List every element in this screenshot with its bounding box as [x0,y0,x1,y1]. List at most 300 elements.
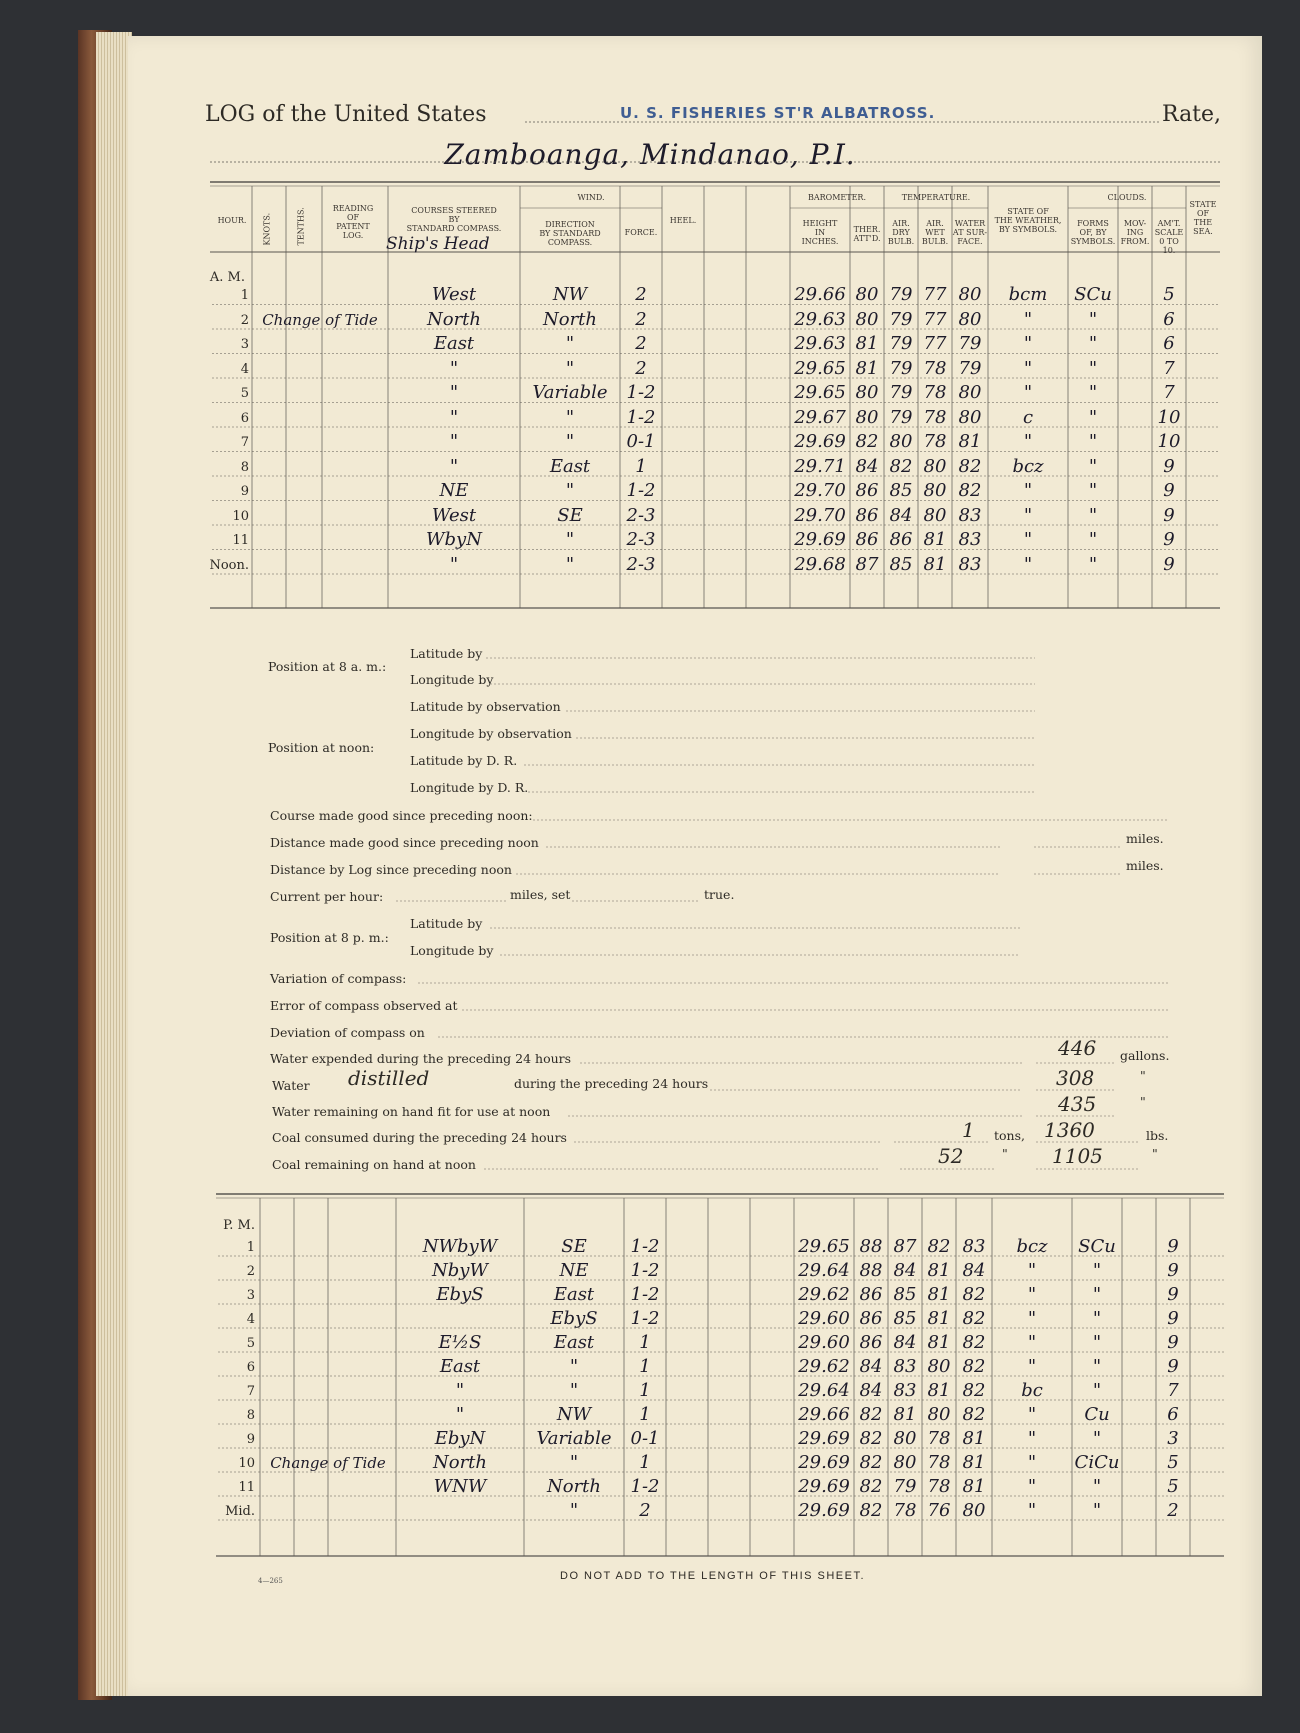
ther-cell: 88 [859,1236,883,1257]
am-label: A. M. [209,270,245,285]
col-courses [388,206,520,233]
ditto-mark-4: " [1152,1146,1158,1161]
dry-bulb-cell: 86 [889,529,913,550]
hour-label: 4 [246,1312,255,1327]
barometer-cell: 29.68 [794,553,846,575]
cloud-forms-cell: " [1092,1284,1102,1305]
course-cell: " [449,553,459,575]
col-cloud-moving [1118,219,1152,246]
wet-bulb-cell: 81 [927,1332,951,1353]
col-wet-line: WET [925,228,945,237]
ther-cell: 84 [859,1356,883,1377]
current-label: Current per hour: [270,889,384,904]
col-courses-line: BY [448,215,460,224]
water-temp-cell: 82 [962,1284,986,1305]
col-weather-line: THE WEATHER, [994,216,1062,225]
ther-cell: 86 [859,1332,883,1353]
coal-remaining-lbs: 1105 [1052,1144,1103,1168]
cloud-forms-cell: " [1088,504,1098,526]
course-cell: " [455,1380,465,1401]
course-cell: East [439,1356,481,1377]
cloud-forms-cell: " [1088,406,1098,428]
dry-bulb-cell: 80 [893,1452,917,1473]
col-patent-log [322,204,384,240]
coal-consumed-lbs: 1360 [1044,1118,1095,1142]
barometer-cell: 29.70 [794,504,846,526]
col-cloud-moving-line: ING [1126,228,1144,237]
ther-cell: 87 [855,553,879,575]
col-height [790,219,850,246]
col-sea-line: OF [1196,209,1210,218]
course-cell: " [455,1404,465,1425]
dry-bulb-cell: 85 [889,553,913,575]
wind-direction-cell: SE [557,504,583,526]
dry-bulb-cell: 84 [893,1260,917,1281]
hour-label: 11 [238,1480,255,1495]
wind-direction-cell: East [549,455,591,477]
col-tenths: TENTHS. [296,207,306,246]
col-sea-line: SEA. [1193,227,1213,236]
cloud-amount-cell: 7 [1163,357,1175,379]
barometer-cell: 29.67 [794,406,846,428]
dry-bulb-cell: 79 [889,284,913,305]
wind-force-cell: 0-1 [630,1428,660,1449]
hour-label: 4 [240,361,249,377]
dry-bulb-cell: 79 [889,382,913,403]
weather-cell: " [1027,1428,1037,1449]
cloud-amount-cell: 7 [1163,382,1175,403]
wind-force-cell: 2 [635,284,647,305]
longitude-dr-label: Longitude by D. R. [410,780,529,795]
weather-cell: " [1027,1332,1037,1353]
cloud-amount-cell: 9 [1167,1236,1179,1257]
ther-cell: 82 [859,1404,883,1425]
hour-label: 11 [232,533,249,548]
col-patent-log-line: LOG. [342,231,364,240]
water-temp-cell: 82 [962,1404,986,1425]
wet-bulb-cell: 81 [927,1260,951,1281]
col-heel: HEEL. [669,216,697,225]
latitude-by-pm-label: Latitude by [410,916,483,931]
wind-force-cell: 1 [639,1356,651,1377]
water-temp-cell: 80 [958,382,982,403]
wind-direction-cell: " [565,529,575,550]
water-expended-label: Water expended during the preceding 24 hours [270,1051,572,1066]
weather-cell: " [1023,357,1033,379]
barometer-cell: 29.69 [794,431,846,452]
ther-cell: 80 [855,406,879,428]
ther-cell: 86 [859,1308,883,1329]
cloud-amount-cell: 5 [1167,1476,1179,1497]
col-cloud-forms-line: FORMS [1077,219,1109,228]
longitude-by-label: Longitude by [410,672,494,687]
barometer-cell: 29.63 [794,333,846,354]
course-cell: North [432,1452,488,1473]
col-wind-direction-line: COMPASS. [547,238,593,247]
wind-direction-cell: EbyS [550,1308,598,1329]
col-knots: KNOTS. [262,212,272,246]
wet-bulb-cell: 78 [927,1452,951,1473]
cloud-forms-cell: " [1088,455,1098,477]
water-remaining-label: Water remaining on hand fit for use at noon [272,1104,551,1119]
col-temperature: TEMPERATURE. [901,193,971,202]
cloud-amount-cell: 10 [1157,406,1181,428]
miles-set-label: miles, set [510,887,571,902]
wind-direction-cell: " [565,357,575,379]
col-water-temp-line: WATER [954,219,986,228]
water-label: Water [272,1078,310,1093]
hour-label: 5 [246,1336,255,1351]
longitude-obs-label: Longitude by observation [410,726,572,741]
lbs-label: lbs. [1146,1128,1169,1143]
dry-bulb-cell: 79 [893,1476,917,1497]
cloud-forms-cell: " [1092,1260,1102,1281]
gallons-label: gallons. [1120,1048,1170,1063]
col-sea-line: THE [1193,218,1213,227]
wind-direction-cell: East [553,1332,595,1353]
course-cell: E½S [438,1332,482,1353]
ther-cell: 82 [855,431,879,452]
cloud-forms-cell: " [1092,1380,1102,1401]
cloud-forms-cell: " [1092,1308,1102,1329]
distance-log-label: Distance by Log since preceding noon [270,862,512,877]
wind-direction-cell: NW [556,1404,592,1425]
wet-bulb-cell: 80 [927,1404,951,1425]
col-ther-line: ATT'D. [853,234,881,243]
position-noon-label: Position at noon: [268,740,375,755]
wind-force-cell: 1-2 [630,1308,660,1329]
hour-label: 8 [240,459,249,475]
cloud-amount-cell: 9 [1167,1260,1179,1281]
dry-bulb-cell: 79 [889,333,913,354]
ther-cell: 86 [855,529,879,550]
coal-remaining-label: Coal remaining on hand at noon [272,1157,476,1172]
col-dry-line: AIR. [892,219,910,228]
wet-bulb-cell: 81 [927,1308,951,1329]
barometer-cell: 29.62 [798,1284,850,1305]
col-water-temp [952,219,988,246]
water-temp-cell: 83 [958,529,982,550]
wind-force-cell: 2-3 [626,504,656,526]
position-8pm-label: Position at 8 p. m.: [270,930,389,945]
col-force: FORCE. [624,228,658,237]
ther-cell: 81 [855,357,879,379]
water-temp-cell: 82 [958,455,982,477]
cloud-forms-cell: " [1092,1356,1102,1377]
ther-cell: 80 [855,308,879,330]
water-temp-cell: 83 [958,504,982,526]
water-temp-cell: 84 [962,1260,986,1281]
weather-cell: " [1027,1356,1037,1377]
pm-label: P. M. [223,1218,255,1233]
dry-bulb-cell: 81 [893,1404,917,1425]
coal-consumed-tons: 1 [962,1118,975,1142]
dry-bulb-cell: 78 [893,1500,917,1521]
course-cell: " [449,455,459,477]
ther-cell: 84 [855,455,879,477]
latitude-obs-label: Latitude by observation [410,699,561,714]
water-temp-cell: 81 [962,1428,986,1449]
wet-bulb-cell: 77 [923,308,947,330]
wet-bulb-cell: 82 [927,1236,951,1257]
cloud-amount-cell: 5 [1163,284,1175,305]
cloud-amount-cell: 9 [1163,504,1175,526]
col-wind-direction-line: BY STANDARD [539,229,601,238]
ther-cell: 86 [859,1284,883,1305]
water-temp-cell: 82 [962,1332,986,1353]
wind-direction-cell: North [542,308,598,330]
cloud-forms-cell: " [1088,529,1098,550]
dry-bulb-cell: 83 [893,1380,917,1401]
ther-cell: 81 [855,333,879,354]
hour-label: Mid. [225,1504,255,1519]
weather-cell: c [1022,406,1034,428]
hour-label: 3 [240,337,249,352]
wind-force-cell: 1-2 [630,1476,660,1497]
course-cell: West [431,504,477,526]
wind-force-cell: 2 [635,333,647,354]
cloud-amount-cell: 6 [1163,308,1175,330]
wet-bulb-cell: 80 [923,504,947,526]
wind-force-cell: 1 [639,1452,651,1473]
water-temp-cell: 82 [962,1356,986,1377]
col-cloud-moving-line: FROM. [1120,237,1150,246]
cloud-forms-cell: " [1092,1332,1102,1353]
col-wet-line: AIR. [926,219,944,228]
barometer-cell: 29.64 [798,1260,850,1281]
water-temp-cell: 82 [958,480,982,501]
dry-bulb-cell: 79 [889,357,913,379]
weather-cell: " [1027,1476,1037,1497]
dry-bulb-cell: 84 [889,504,913,526]
hour-label: 1 [240,288,249,303]
dry-bulb-cell: 79 [889,406,913,428]
wet-bulb-cell: 78 [923,357,947,379]
ther-cell: 86 [855,504,879,526]
wind-direction-cell: " [569,1452,579,1473]
course-made-label: Course made good since preceding noon: [270,808,533,823]
weather-cell: " [1027,1308,1037,1329]
deviation-label: Deviation of compass on [270,1025,425,1040]
col-clouds: CLOUDS. [1107,193,1147,202]
wet-bulb-cell: 77 [923,284,947,305]
cloud-forms-cell: SCu [1078,1236,1116,1257]
cloud-amount-cell: 9 [1163,529,1175,550]
col-cloud-amount [1152,219,1186,255]
weather-cell: " [1023,553,1033,575]
weather-cell: " [1023,382,1033,403]
barometer-cell: 29.70 [794,480,846,501]
wind-force-cell: 1 [639,1404,651,1425]
barometer-cell: 29.60 [798,1332,850,1353]
weather-cell: bcz [1016,1236,1048,1257]
water-temp-cell: 81 [958,431,982,452]
wind-direction-cell: " [569,1380,579,1401]
wind-force-cell: 1-2 [630,1260,660,1281]
wind-force-cell: 2 [639,1500,651,1521]
dry-bulb-cell: 85 [893,1308,917,1329]
course-cell: EbyN [434,1428,486,1449]
hour-label: 10 [232,508,249,524]
course-cell: NWbyW [422,1236,498,1257]
ther-cell: 80 [855,382,879,403]
weather-cell: " [1023,308,1033,330]
cloud-forms-cell: " [1088,431,1098,452]
water-temp-cell: 82 [962,1308,986,1329]
longitude-by-pm-label: Longitude by [410,943,494,958]
col-sea [1186,200,1220,236]
dry-bulb-cell: 85 [893,1284,917,1305]
wind-force-cell: 1-2 [626,406,656,428]
dry-bulb-cell: 83 [893,1356,917,1377]
barometer-cell: 29.66 [794,284,846,305]
course-cell: " [449,431,459,452]
ditto-mark-1: " [1140,1068,1146,1083]
col-dry-line: BULB. [887,237,915,246]
barometer-cell: 29.65 [798,1236,850,1257]
position-8am-label: Position at 8 a. m.: [268,659,387,674]
barometer-cell: 29.65 [794,382,846,403]
sheet-notice: DO NOT ADD TO THE LENGTH OF THIS SHEET. [560,1570,866,1582]
water-temp-cell: 79 [958,333,982,354]
wind-force-cell: 2-3 [626,529,656,550]
dry-bulb-cell: 80 [893,1428,917,1449]
col-patent-log-line: PATENT [336,222,370,231]
wind-force-cell: 2 [635,357,647,379]
wind-force-cell: 0-1 [626,431,656,452]
col-wind-direction [520,220,620,247]
barometer-cell: 29.60 [798,1308,850,1329]
cloud-amount-cell: 5 [1167,1452,1179,1473]
barometer-cell: 29.62 [798,1356,850,1377]
cloud-forms-cell: CiCu [1074,1452,1120,1473]
cloud-amount-cell: 9 [1163,455,1175,477]
cloud-amount-cell: 9 [1167,1356,1179,1377]
col-cloud-forms-line: SYMBOLS. [1070,237,1116,246]
col-cloud-forms-line: OF, BY [1079,228,1107,237]
cloud-forms-cell: " [1092,1428,1102,1449]
wet-bulb-cell: 81 [923,529,947,550]
wet-bulb-cell: 81 [927,1380,951,1401]
col-wet [918,219,952,246]
barometer-cell: 29.66 [798,1404,850,1425]
course-cell: " [449,382,459,403]
weather-cell: " [1027,1452,1037,1473]
wet-bulb-cell: 78 [927,1428,951,1449]
col-barometer: BAROMETER. [807,193,866,202]
cloud-forms-cell: " [1088,357,1098,379]
cloud-amount-cell: 6 [1167,1404,1179,1425]
barometer-cell: 29.69 [798,1476,850,1497]
weather-cell: " [1023,431,1033,452]
tons-label: tons, [994,1128,1025,1143]
coal-consumed-label: Coal consumed during the preceding 24 hours [272,1130,567,1145]
col-cloud-moving-line: MOV- [1123,219,1147,228]
wet-bulb-cell: 81 [923,553,947,575]
wet-bulb-cell: 80 [927,1356,951,1377]
wind-force-cell: 1 [639,1380,651,1401]
hour-label: 9 [246,1432,255,1447]
barometer-cell: 29.63 [794,308,846,330]
vessel-stamp: U. S. FISHERIES ST'R ALBATROSS. [620,104,936,122]
wet-bulb-cell: 80 [923,480,947,501]
cloud-amount-cell: 2 [1167,1500,1179,1521]
cloud-amount-cell: 9 [1167,1332,1179,1353]
col-weather-line: BY SYMBOLS. [998,225,1058,234]
weather-cell: " [1023,333,1033,354]
col-height-line: HEIGHT [802,219,838,228]
distance-made-label: Distance made good since preceding noon [270,835,539,850]
course-cell: East [433,333,475,354]
col-wind-direction-line: DIRECTION [545,220,595,229]
barometer-cell: 29.65 [794,357,846,379]
barometer-cell: 29.69 [794,529,846,550]
wind-direction-cell: Variable [532,382,608,403]
cloud-amount-cell: 9 [1163,553,1175,575]
weather-cell: bc [1021,1380,1043,1401]
col-wind: WIND. [577,193,605,202]
hour-label: 6 [246,1360,255,1375]
wind-direction-cell: " [565,553,575,575]
wind-direction-cell: " [569,1356,579,1377]
col-cloud-amount-line: 0 TO 10. [1159,237,1179,255]
course-cell: WNW [433,1476,487,1497]
col-water-temp-line: FACE. [957,237,983,246]
hour-label: 7 [246,1384,255,1399]
dry-bulb-cell: 84 [893,1332,917,1353]
cloud-forms-cell: " [1088,333,1098,354]
wind-force-cell: 1-2 [630,1236,660,1257]
ther-cell: 88 [859,1260,883,1281]
wet-bulb-cell: 78 [923,406,947,428]
wet-bulb-cell: 80 [923,455,947,477]
wind-direction-cell: Variable [536,1428,612,1449]
weather-cell: " [1027,1500,1037,1521]
form-number: 4—265 [258,1577,283,1585]
ther-cell: 84 [859,1380,883,1401]
wind-force-cell: 1 [635,455,647,477]
place-name: Zamboanga, Mindanao, P.I. [444,138,856,171]
water-temp-cell: 80 [962,1500,986,1521]
error-label: Error of compass observed at [270,998,458,1013]
course-cell: North [426,308,482,330]
dry-bulb-cell: 80 [889,431,913,452]
wind-direction-cell: " [569,1500,579,1521]
col-sea-line: STATE [1189,200,1217,209]
wind-force-cell: 2 [635,308,647,330]
wind-direction-cell: SE [561,1236,587,1257]
col-patent-log-line: READING [332,204,374,213]
barometer-cell: 29.69 [798,1500,850,1521]
wind-force-cell: 1-2 [626,480,656,501]
water-remaining-value: 435 [1058,1092,1097,1116]
hour-label: Noon. [209,557,249,573]
ditto-mark-2: " [1140,1094,1146,1109]
during-label: during the preceding 24 hours [514,1076,709,1091]
cloud-forms-cell: " [1088,480,1098,501]
dry-bulb-cell: 87 [893,1236,917,1257]
weather-cell: " [1023,480,1033,501]
courses-hand-note: Ship's Head [386,234,490,254]
wind-force-cell: 1-2 [630,1284,660,1305]
wet-bulb-cell: 76 [927,1500,951,1521]
hour-label: 10 [238,1456,255,1471]
water-temp-cell: 81 [962,1452,986,1473]
cloud-amount-cell: 6 [1163,333,1175,354]
coal-remaining-tons: 52 [938,1144,964,1168]
cloud-amount-cell: 9 [1167,1308,1179,1329]
remark-cell: Change of Tide [270,1454,386,1472]
